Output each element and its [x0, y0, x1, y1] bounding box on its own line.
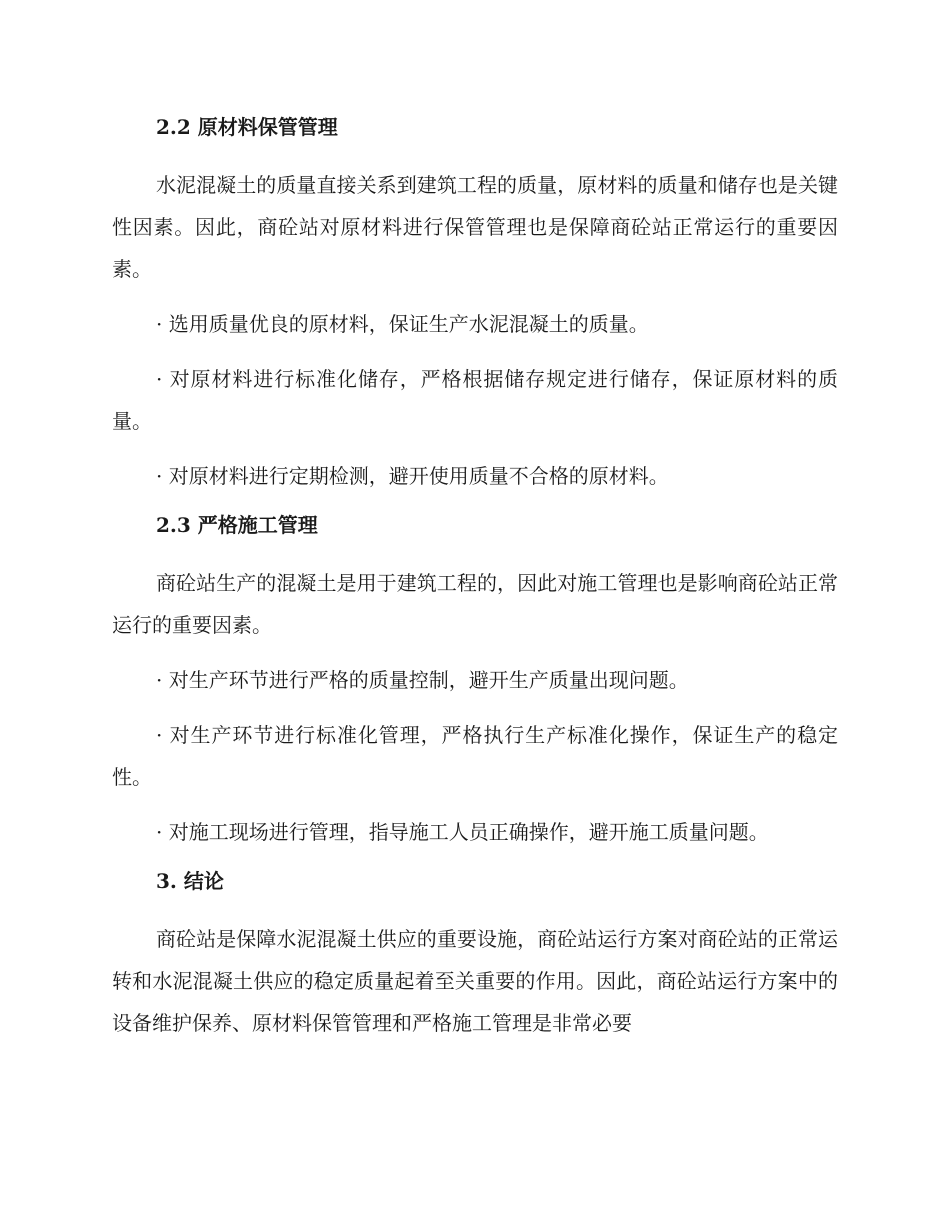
bullet-item: · 对生产环节进行标准化管理，严格执行生产标准化操作，保证生产的稳定性。: [112, 723, 838, 789]
paragraph: 商砼站生产的混凝土是用于建筑工程的，因此对施工管理也是影响商砼站正常运行的重要因素。: [112, 571, 838, 637]
bullet-item: · 对原材料进行标准化储存，严格根据储存规定进行储存，保证原材料的质量。: [112, 367, 838, 433]
section-heading-2-2: 2.2 原材料保管管理: [156, 115, 338, 139]
section-heading-2-3: 2.3 严格施工管理: [156, 513, 318, 537]
bullet-item: · 对原材料进行定期检测，避开使用质量不合格的原材料。: [156, 464, 669, 488]
section-heading-3: 3. 结论: [156, 869, 224, 893]
bullet-item: · 对施工现场进行管理，指导施工人员正确操作，避开施工质量问题。: [156, 820, 769, 844]
paragraph: 商砼站是保障水泥混凝土供应的重要设施，商砼站运行方案对商砼站的正常运转和水泥混凝土供应的稳定质量起着至关重要的作用。因此，商砼站运行方案中的设备维护保养、原材料保管管理和严格施工管理是非常必要: [112, 927, 838, 1035]
paragraph: 水泥混凝土的质量直接关系到建筑工程的质量，原材料的质量和储存也是关键性因素。因此，商砼站对原材料进行保管管理也是保障商砼站正常运行的重要因素。: [112, 173, 838, 281]
bullet-item: · 对生产环节进行严格的质量控制，避开生产质量出现问题。: [156, 668, 689, 692]
bullet-item: · 选用质量优良的原材料，保证生产水泥混凝土的质量。: [156, 312, 649, 336]
